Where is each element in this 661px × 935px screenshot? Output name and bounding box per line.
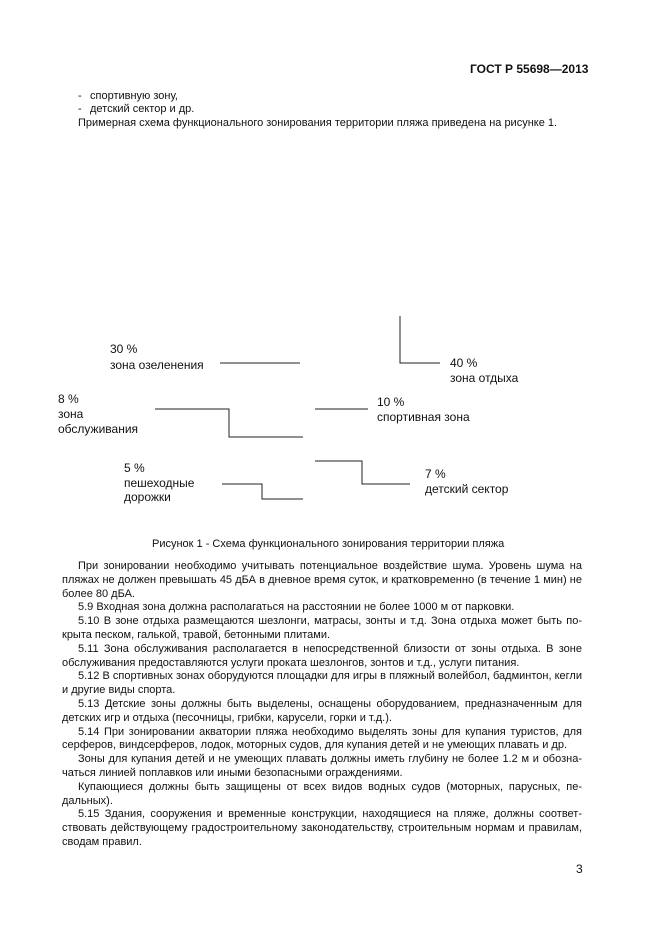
page-number: 3 xyxy=(576,862,583,876)
paths-connector xyxy=(222,484,303,499)
rest-connector xyxy=(400,316,440,363)
paragraph: Купающиеся должны быть защищены от всех видов водных судов (моторных, парусных, пе-дальных). xyxy=(62,780,582,807)
paragraph: 5.13 Детские зоны должны быть выделены, оснащены оборудованием, предназначенным для детских игр и отдыха (песочницы, грибки, карусели, горки и т.д.). xyxy=(62,697,582,724)
service-label-line2: обслуживания xyxy=(58,422,139,436)
paragraph: 5.11 Зона обслуживания располагается в непосредственной близости от зоны отдыха. В зоне обслуживания предоставляются услуги проката шезлонгов, зонтов и т.д., услуги питания. xyxy=(62,642,582,669)
list-dash: - xyxy=(78,90,82,102)
rest-percent: 40 % xyxy=(450,356,478,370)
paragraph: 5.15 Здания, сооружения и временные конструкции, находящиеся на пляже, должны соответ-ствовать действующему градостроительному законодательству, строительным нормам и правилам, сводам правил. xyxy=(62,808,582,848)
greening-label: зона озеленения xyxy=(110,358,204,372)
standard-code: ГОСТ Р 55698—2013 xyxy=(470,62,589,76)
paths-label-line1: пешеходные xyxy=(124,476,195,490)
kids-connector xyxy=(315,461,410,484)
body-text xyxy=(62,560,582,850)
paragraph: Зоны для купания детей и не умеющих плавать должны иметь глубину не более 1.2 м и обозна-чаться линией поплавков или иными безопасными ограждениями. xyxy=(62,753,582,779)
paths-percent: 5 % xyxy=(124,461,145,475)
greening-percent: 30 % xyxy=(110,342,138,356)
intro-sentence: Примерная схема функционального зонирования территории пляжа приведена на рисунке 1. xyxy=(78,117,558,129)
kids-percent: 7 % xyxy=(425,467,446,481)
list-dash: - xyxy=(78,103,82,115)
sport-percent: 10 % xyxy=(377,395,405,409)
service-connector xyxy=(155,409,303,437)
paragraph: 5.9 Входная зона должна располагаться на расстоянии не более 1000 м от парковки. xyxy=(78,601,515,614)
paragraph: 5.12 В спортивных зонах оборудуются площадки для игры в пляжный волейбол, бадминтон, кегли и другие виды спорта. xyxy=(62,670,582,697)
kids-label: детский сектор xyxy=(425,482,509,496)
list-item: детский сектор и др. xyxy=(90,103,195,115)
list-item: спортивную зону, xyxy=(90,90,178,102)
paths-label-line2: дорожки xyxy=(124,490,171,504)
service-percent: 8 % xyxy=(58,392,79,406)
paragraph: 5.14 При зонировании акватории пляжа необходимо выделять зоны для купания туристов, для серферов, виндсерферов, лодок, моторных судов, для купания детей и не умеющих плавать и др. xyxy=(62,725,582,752)
rest-label: зона отдыха xyxy=(450,371,519,385)
service-label-line1: зона xyxy=(58,407,84,421)
figure-caption: Рисунок 1 - Схема функционального зонирования территории пляжа xyxy=(152,538,505,550)
paragraph: 5.10 В зоне отдыха размещаются шезлонги, матрасы, зонты и т.д. Зона отдыха может быть по-крыта песком, галькой, травой, бетонными плитами. xyxy=(62,615,582,641)
sport-label: спортивная зона xyxy=(377,410,470,424)
paragraph: При зонировании необходимо учитывать потенциальное воздействие шума. Уровень шума на пляжах не должен превышать 45 дБА в дневное время суток, и кратковременно (в течение 1 мин) не более 80 дБА. xyxy=(62,560,582,600)
